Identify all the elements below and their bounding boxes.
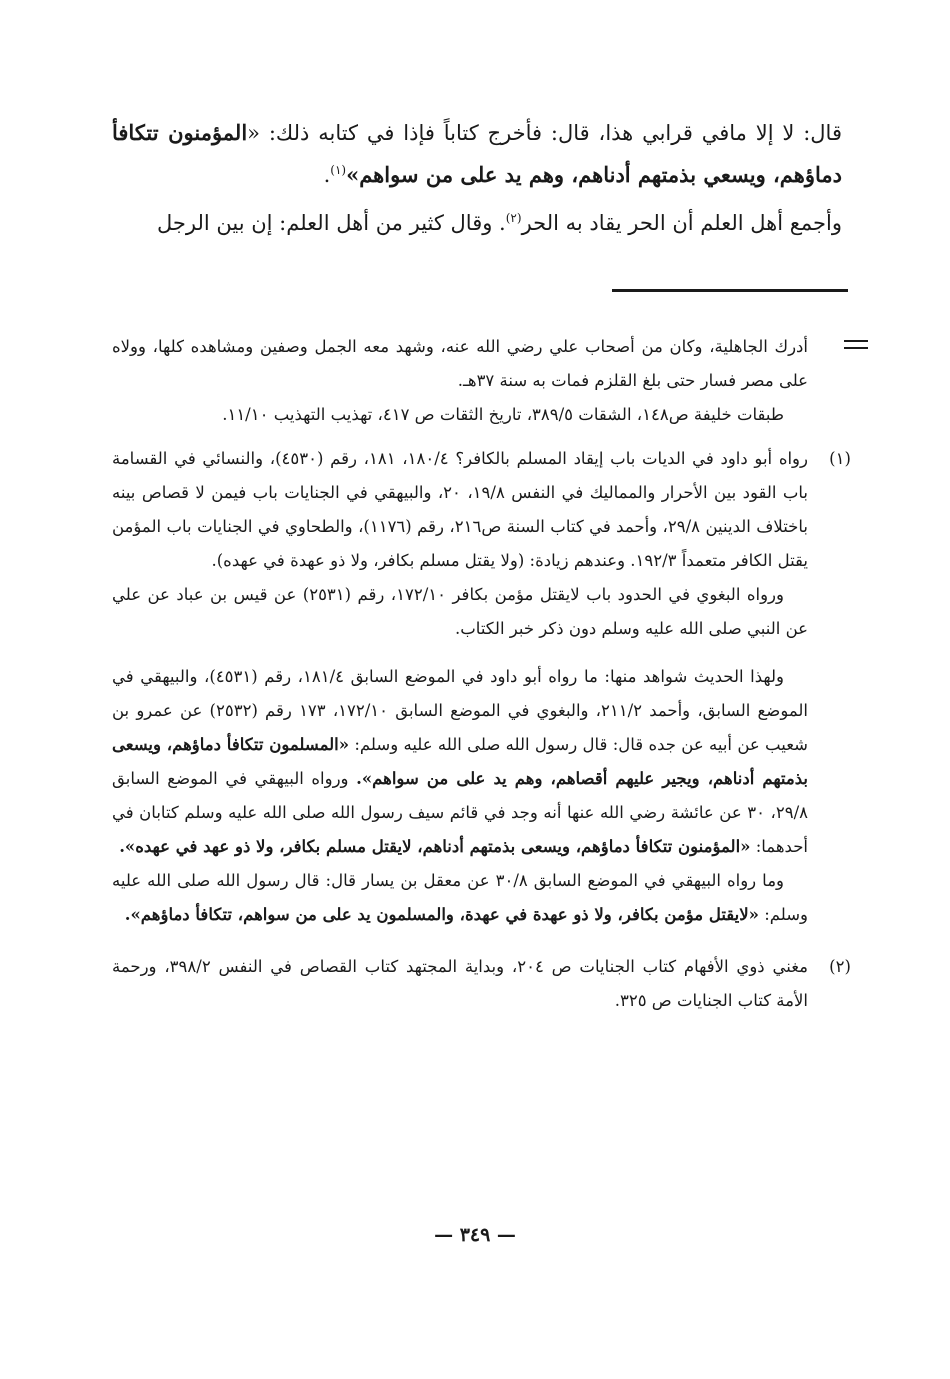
footnote-1-para-3-c: ورواه البيهقي في الموضع السابق ٢٩/٨، ٣٠ عن عائشة رضي الله عنها أنه وجد في قائم سيف رسول الله صلى الله عليه وسلم كتابان في أحدهما: (112, 769, 808, 856)
page-number: — ٣٤٩ — (434, 1224, 516, 1246)
main-p2-text-end: . وقال كثير من أهل العلم: إن بين الرجل (157, 211, 506, 235)
continuation-text-1: أدرك الجاهلية، وكان من أصحاب علي رضي الله عنه، وشهد معه الجمل وصفين ومشاهده كلها، وولاه على مصر فسار حتى بلغ القلزم فمات به سنة ٣٧هـ. (112, 337, 808, 390)
main-p1-text: قال: لا إلا مافي قرابي هذا، قال: فأخرج كتاباً فإذا في كتابه ذلك: « (247, 121, 842, 145)
footnote-1-para-1: رواه أبو داود في الديات باب إيقاد المسلم بالكافر؟ ١٨٠/٤، ١٨١، رقم (٤٥٣٠)، والنسائي في القسامة باب القود بين الأحرار والمماليك في النفس ١٩/٨، ٢٠، والبيهقي في الجنايات باب فيمن لا قصاص بينه باختلاف الدينين ٢٩/٨، وأحمد في كتاب السنة ص٢١٦، رقم (١١٧٦)، والطحاوي في الجنايات باب المؤمن يقتل الكافر متعمداً ١٩٢/٣. وعندهم زيادة: (ولا يقتل مسلم بكافر، ولا ذو عهدة في عهده). (112, 449, 809, 570)
main-p2-text: وأجمع أهل العلم أن الحر يقاد به الحر (521, 211, 842, 235)
footnote-separator (612, 289, 848, 292)
hadith-quote: المؤمنون تتكافأ دماؤهم، ويسعي بذمتهم أدناهم، وهم يد على من سواهم (112, 120, 842, 187)
footnote-1-quote-3: «لايقتل مؤمن بكافر، ولا ذو عهدة في عهدة، والمسلمون يد على من سواهم، تتكافأ دماؤهم». (124, 905, 759, 924)
footnote-1-para-3 (112, 660, 808, 864)
footnote-1 (112, 442, 850, 932)
footnote-ref-2[interactable]: (٢) (505, 211, 522, 225)
footnote-1-para-4 (112, 864, 808, 932)
main-p1-end: . (323, 163, 331, 187)
footnote-2-para-1: مغني ذوي الأفهام كتاب الجنايات ص ٢٠٤، وبداية المجتهد كتاب القصاص في النفس ٣٩٨/٢، ورحمة الأمة كتاب الجنايات ص ٣٢٥. (112, 957, 808, 1010)
footnotes-block (112, 330, 850, 1018)
main-paragraph-1 (112, 112, 842, 196)
continuation-mark (844, 340, 868, 350)
footnote-number-1: (١) (829, 449, 851, 468)
footnote-1-para-2: ورواه البغوي في الحدود باب لايقتل مؤمن بكافر ١٧٢/١٠، رقم (٢٥٣١) عن قيس بن عباد عن علي عن النبي صلى الله عليه وسلم دون ذكر خبر الكتاب. (112, 585, 808, 638)
footnote-continuation (112, 330, 850, 432)
footnote-1-quote-1: «المسلمون تتكافأ دماؤهم، ويسعى بذمتهم أدناهم، ويجير عليهم أقصاهم، وهم يد على من سواهم». (112, 735, 809, 788)
footnote-number-2: (٢) (829, 957, 851, 976)
footnote-1-quote-2: «المؤمنون تتكافأ دماؤهم، ويسعى بذمتهم أدناهم، لايقتل مسلم بكافر، ولا ذو عهد في عهده». (119, 837, 751, 856)
footnote-ref-1[interactable]: (١) (330, 163, 347, 177)
footnote-1-para-3-a: ولهذا الحديث شواهد منها: ما رواه أبو داود في الموضع السابق ١٨١/٤، رقم (٤٥٣١)، والبيهقي في الموضع السابق، وأحمد ٢١١/٢، والبغوي في الموضع السابق ١٧٢/١٠، ١٧٣ رقم (٢٥٣٢) عن عمرو بن شعيب عن أبيه عن جده قال: قال رسول الله صلى الله عليه وسلم: (112, 667, 808, 754)
hadith-quote-close: » (346, 162, 360, 187)
footnote-2 (112, 950, 850, 1018)
main-paragraph-2 (112, 202, 842, 244)
footnote-1-para-4-a: وما رواه البيهقي في الموضع السابق ٣٠/٨ عن معقل بن يسار قال: قال رسول الله صلى الله عليه وسلم: (112, 871, 808, 924)
continuation-text-2: طبقات خليفة ص١٤٨، الشقات ٣٨٩/٥، تاريخ الثقات ص ٤١٧، تهذيب التهذيب ١١/١٠. (222, 405, 784, 424)
main-text-block (112, 112, 842, 244)
